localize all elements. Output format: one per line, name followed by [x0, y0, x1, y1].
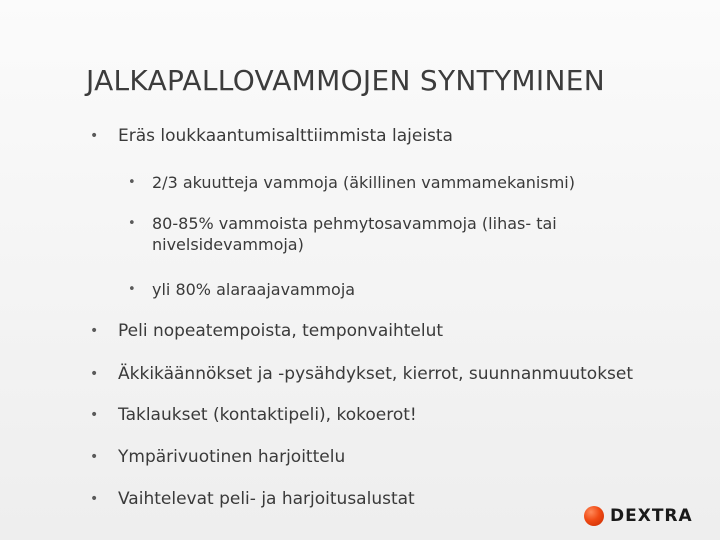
list-item-text: Äkkikäännökset ja -pysähdykset, kierrot, suunnanmuutokset: [118, 364, 634, 384]
list-item: [90, 404, 690, 427]
list-item-text: Eräs loukkaantumisalttiimmista lajeista: [118, 126, 453, 146]
dextra-logo: [584, 503, 694, 529]
sub-list-item-text: yli 80% alaraajavammoja: [152, 280, 356, 299]
sub-list-item-text: 2/3 akuutteja vammoja (äkillinen vammamekanismi): [152, 173, 575, 192]
bullet-icon: •: [128, 282, 136, 297]
orange-ball-icon: [584, 506, 604, 526]
list-item: [90, 488, 590, 511]
bullet-icon: •: [90, 128, 99, 144]
bullet-icon: •: [90, 366, 99, 382]
bullet-icon: •: [128, 175, 136, 190]
sub-list-item: [128, 279, 648, 300]
list-item-text: Taklaukset (kontaktipeli), kokoerot!: [118, 405, 417, 425]
list-item-text: Ympärivuotinen harjoittelu: [118, 447, 346, 467]
list-item-text: Vaihtelevat peli- ja harjoitusalustat: [118, 489, 415, 509]
sub-list-item-text: 80-85% vammoista pehmytosavammoja (lihas- tai nivelsidevammoja): [152, 214, 557, 254]
logo-wordmark: DEXTRA: [610, 506, 693, 526]
sub-list-item: [128, 213, 648, 255]
bullet-icon: •: [90, 491, 99, 507]
list-item: [90, 446, 690, 469]
slide-title: JALKAPALLOVAMMOJEN SYNTYMINEN: [86, 64, 605, 97]
list-item: [90, 363, 690, 386]
list-item: [90, 320, 690, 343]
bullet-icon: •: [90, 449, 99, 465]
sub-list-item: [128, 172, 648, 193]
bullet-icon: •: [90, 323, 99, 339]
list-item: [90, 125, 690, 148]
list-item-text: Peli nopeatempoista, temponvaihtelut: [118, 321, 444, 341]
bullet-icon: •: [90, 407, 99, 423]
bullet-icon: •: [128, 216, 136, 231]
